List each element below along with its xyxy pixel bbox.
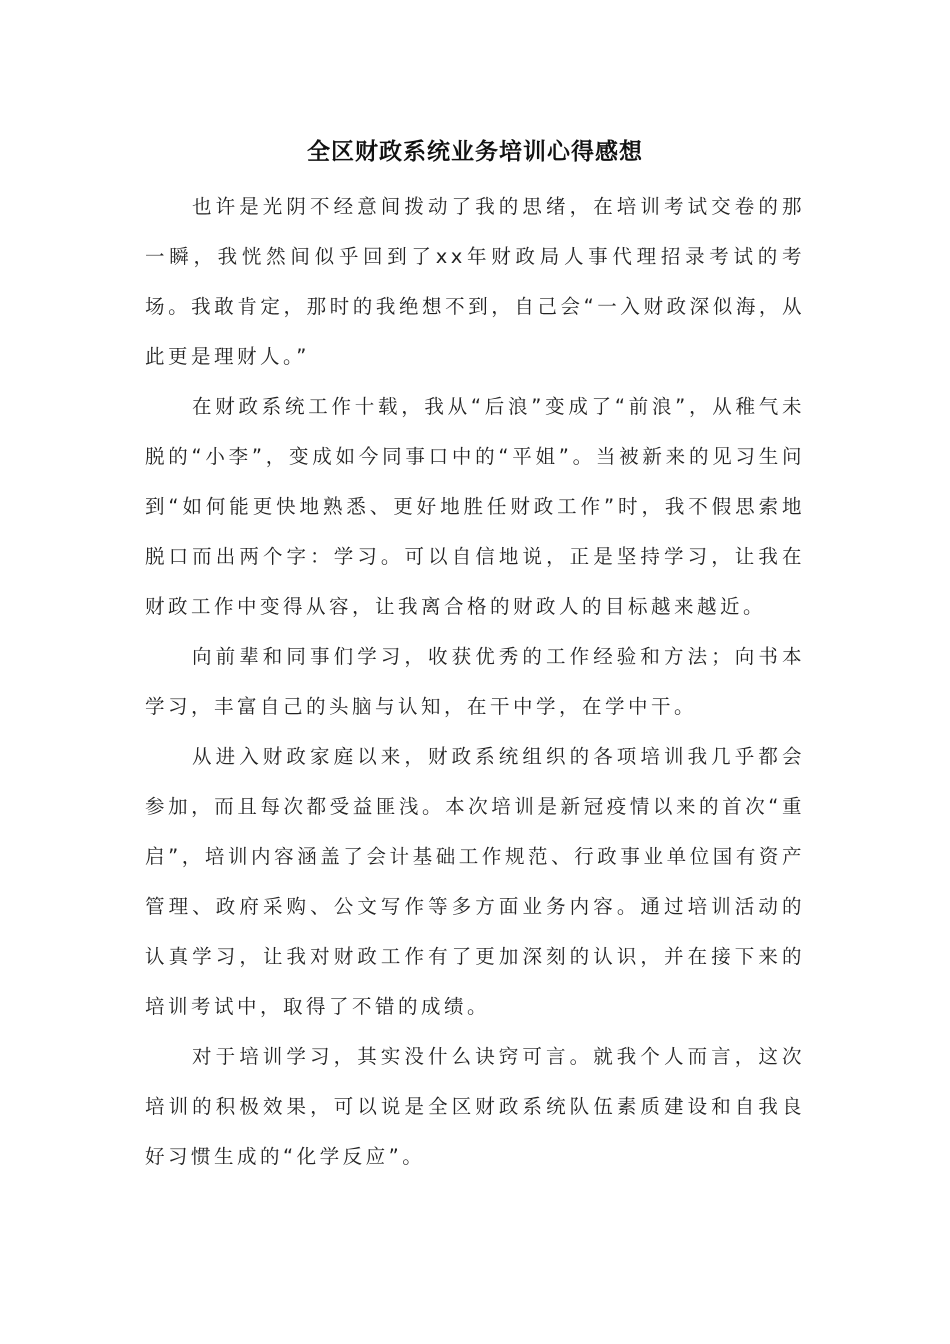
paragraph-2: 在财政系统工作十载，我从“后浪”变成了“前浪”，从稚气未脱的“小李”，变成如今同事口中的“平姐”。当被新来的见习生问到“如何能更快地熟悉、更好地胜任财政工作”时，我不假思索地脱口而出两个字：学习。可以自信地说，正是坚持学习，让我在财政工作中变得从容，让我离合格的财政人的目标越来越近。 [145, 395, 805, 618]
paragraph-3: 向前辈和同事们学习，收获优秀的工作经验和方法；向书本学习，丰富自己的头脑与认知，在干中学，在学中干。 [145, 645, 805, 718]
document-body [145, 182, 805, 1182]
paragraph-5: 对于培训学习，其实没什么诀窍可言。就我个人而言，这次培训的积极效果，可以说是全区财政系统队伍素质建设和自我良好习惯生成的“化学反应”。 [145, 1045, 805, 1168]
document-title: 全区财政系统业务培训心得感想 [307, 139, 643, 165]
paragraph-4: 从进入财政家庭以来，财政系统组织的各项培训我几乎都会参加，而且每次都受益匪浅。本次培训是新冠疫情以来的首次“重启”，培训内容涵盖了会计基础工作规范、行政事业单位国有资产管理、政府采购、公文写作等多方面业务内容。通过培训活动的认真学习，让我对财政工作有了更加深刻的认识，并在接下来的培训考试中，取得了不错的成绩。 [145, 745, 805, 1018]
paragraph-1: 也许是光阴不经意间拨动了我的思绪，在培训考试交卷的那一瞬，我恍然间似乎回到了xx年财政局人事代理招录考试的考场。我敢肯定，那时的我绝想不到，自己会“一入财政深似海，从此更是理财人。” [145, 195, 805, 368]
